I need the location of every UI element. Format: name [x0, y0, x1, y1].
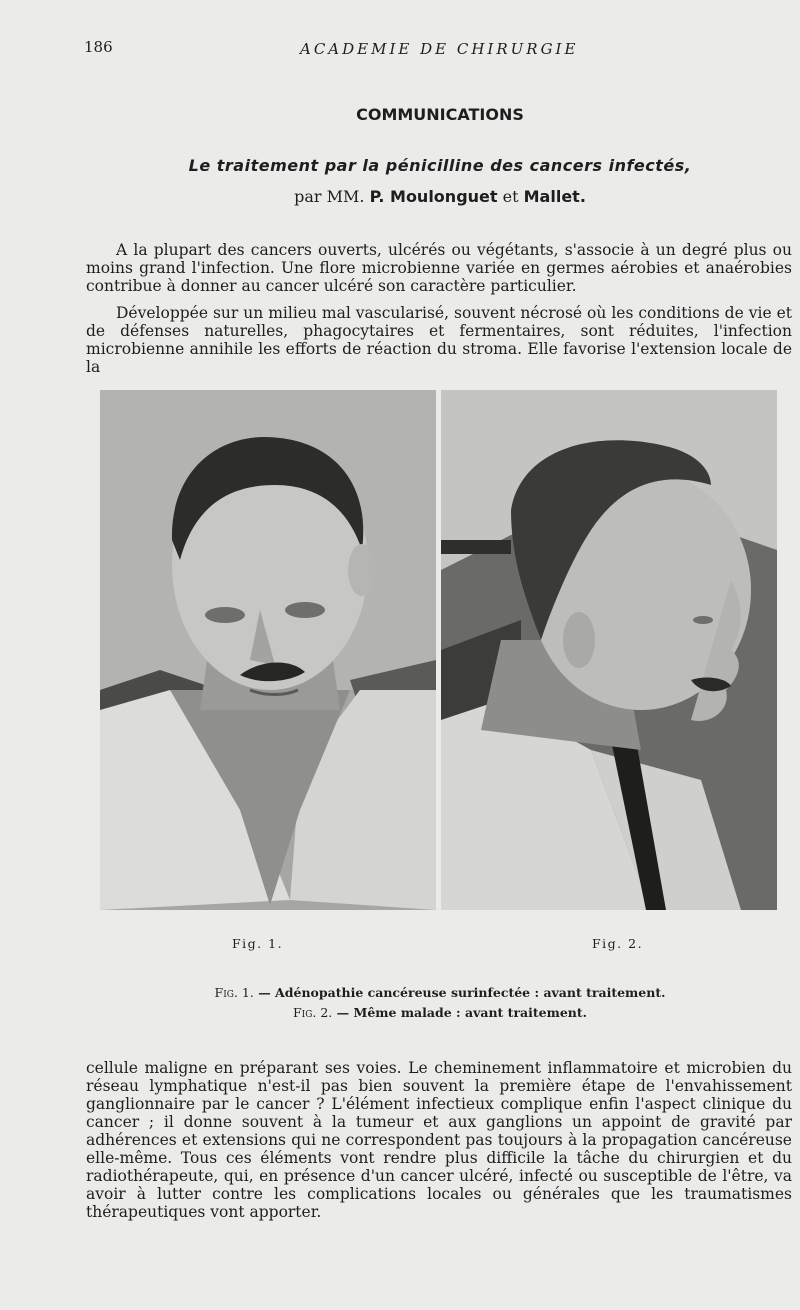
figure-1-caption	[80, 985, 800, 1000]
byline	[80, 187, 800, 206]
paragraph-2: Développée sur un milieu mal vascularisé, souvent nécrosé où les conditions de vie et de défenses naturelles, phagocytaires et fermentaires, sont réduites, l'infection microbienne annihile les efforts de réaction du stroma. Elle favorise l'extension locale de la	[86, 304, 792, 376]
figure-1-label: Fig. 1.	[232, 936, 284, 951]
figure-2-photo	[441, 390, 777, 910]
byline-conjunction: et	[502, 187, 519, 206]
paragraph-1: A la plupart des cancers ouverts, ulcérés ou végétants, s'associe à un degré plus ou moins grand l'infection. Une flore microbienne variée en germes aérobies et anaérobies contribue à donner au cancer ulcéré son caractère particulier.	[86, 241, 792, 295]
paragraph-3: cellule maligne en préparant ses voies. Le cheminement inflammatoire et microbien du réseau lymphatique n'est-il pas bien souvent la première étape de l'envahissement ganglionnaire par le cancer ? L'élément infectieux complique enfin l'aspect clinique du cancer ; il donne souvent à la tumeur et aux ganglions un appoint de gravité par adhérences et extensions qui ne correspondent pas toujours à la propagation cancéreuse elle-même. Tous ces éléments vont rendre plus difficile la tâche du chirurgien et du radiothérapeute, qui, en présence d'un cancer ulcéré, infecté ou susceptible de l'être, va avoir à lutter contre les complications locales ou générales que les traumatismes thérapeutiques vont apporter.	[86, 1059, 792, 1221]
author-moulonguet: P. Moulonguet	[369, 187, 498, 206]
caption-2-fig-ref: Fig. 2.	[292, 1005, 333, 1020]
caption-1-fig-ref: Fig. 1.	[214, 985, 254, 1000]
figure-2-caption	[80, 1005, 800, 1020]
author-mallet: Mallet.	[523, 187, 586, 206]
byline-prefix: par MM.	[294, 187, 365, 206]
running-title: ACADEMIE DE CHIRURGIE	[300, 40, 579, 58]
figure-2-label: Fig. 2.	[592, 936, 644, 951]
caption-2-text: — Même malade : avant traitement.	[336, 1005, 588, 1020]
section-heading: COMMUNICATIONS	[356, 105, 524, 124]
patient-frontal-image	[100, 390, 436, 910]
caption-1-text: — Adénopathie cancéreuse surinfectée : avant traitement.	[258, 985, 666, 1000]
figure-1-photo	[100, 390, 436, 910]
patient-profile-image	[441, 390, 777, 910]
article-title: Le traitement par la pénicilline des cancers infectés,	[188, 156, 692, 175]
page-number: 186	[84, 38, 113, 56]
